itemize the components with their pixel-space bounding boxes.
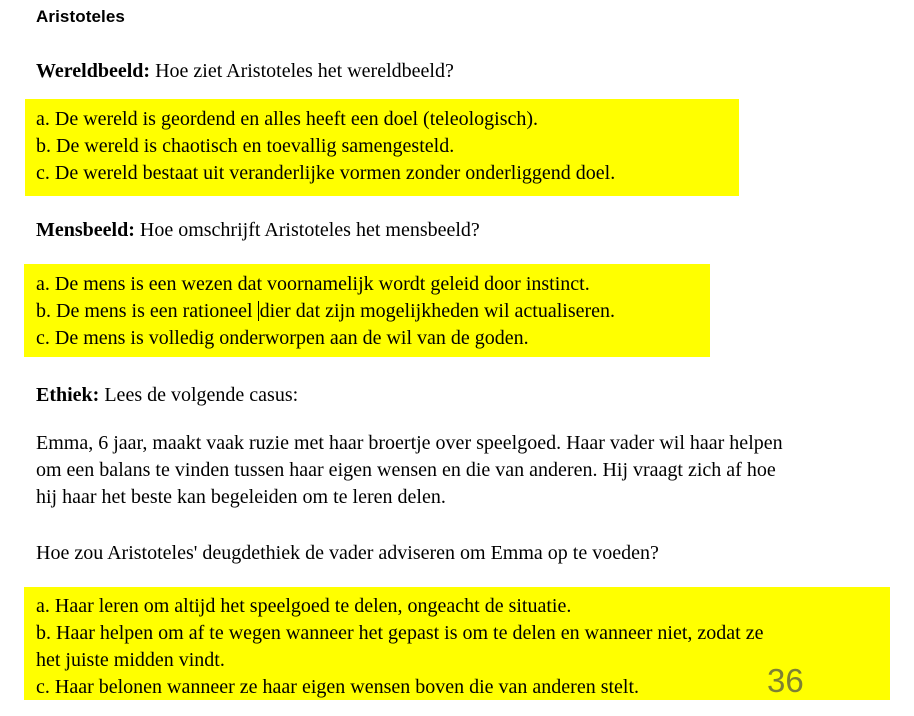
- mensbeeld-option-c[interactable]: c. De mens is volledig onderworpen aan de wil van de goden.: [36, 327, 529, 349]
- casus-line-1: Emma, 6 jaar, maakt vaak ruzie met haar broertje over speelgoed. Haar vader wil haar helpen: [36, 432, 783, 454]
- mensbeeld-label: Mensbeeld:: [36, 219, 135, 241]
- wereldbeeld-option-c[interactable]: c. De wereld bestaat uit veranderlijke vormen zonder onderliggend doel.: [36, 162, 616, 184]
- ethiek-option-b-line-2[interactable]: het juiste midden vindt.: [36, 649, 225, 671]
- highlight-block-mensbeeld[interactable]: [24, 264, 710, 357]
- mensbeeld-option-b-before: b. De mens is een rationeel: [36, 300, 253, 322]
- ethiek-option-b-line-1[interactable]: b. Haar helpen om af te wegen wanneer het gepast is om te delen en wanneer niet, zodat ze: [36, 622, 764, 644]
- document-title[interactable]: Aristoteles: [36, 7, 125, 26]
- text-cursor: [258, 301, 259, 321]
- ethiek-question: Hoe zou Aristoteles' deugdethiek de vader adviseren om Emma op te voeden?: [36, 542, 659, 564]
- page-number: 36: [767, 662, 804, 699]
- casus-paragraph[interactable]: [36, 430, 783, 511]
- wereldbeeld-label: Wereldbeeld:: [36, 60, 151, 82]
- casus-line-2: om een balans te vinden tussen haar eigen wensen en die van anderen. Hij vraagt zich af hoe: [36, 459, 776, 481]
- wereldbeeld-question: Hoe ziet Aristoteles het wereldbeeld?: [155, 60, 454, 82]
- mensbeeld-question-line[interactable]: [36, 218, 480, 242]
- mensbeeld-option-a[interactable]: a. De mens is een wezen dat voornamelijk wordt geleid door instinct.: [36, 273, 590, 295]
- highlight-block-wereldbeeld[interactable]: [25, 99, 739, 196]
- ethiek-intro-line[interactable]: [36, 383, 298, 407]
- ethiek-question-line[interactable]: [36, 541, 659, 565]
- mensbeeld-option-b[interactable]: [36, 298, 710, 325]
- highlight-block-ethiek[interactable]: [24, 587, 890, 700]
- ethiek-label: Ethiek:: [36, 384, 100, 406]
- mensbeeld-question: Hoe omschrijft Aristoteles het mensbeeld?: [139, 219, 480, 241]
- wereldbeeld-option-a[interactable]: a. De wereld is geordend en alles heeft een doel (teleologisch).: [36, 108, 539, 130]
- wereldbeeld-option-b[interactable]: b. De wereld is chaotisch en toevallig samengesteld.: [36, 135, 455, 157]
- ethiek-intro: Lees de volgende casus:: [104, 384, 299, 406]
- wereldbeeld-question-line[interactable]: [36, 59, 454, 83]
- casus-line-3: hij haar het beste kan begeleiden om te leren delen.: [36, 486, 446, 508]
- ethiek-option-c[interactable]: c. Haar belonen wanneer ze haar eigen wensen boven die van anderen stelt.: [36, 676, 640, 698]
- mensbeeld-option-b-after: dier dat zijn mogelijkheden wil actualiseren.: [259, 300, 616, 322]
- ethiek-option-a[interactable]: a. Haar leren om altijd het speelgoed te delen, ongeacht de situatie.: [36, 595, 572, 617]
